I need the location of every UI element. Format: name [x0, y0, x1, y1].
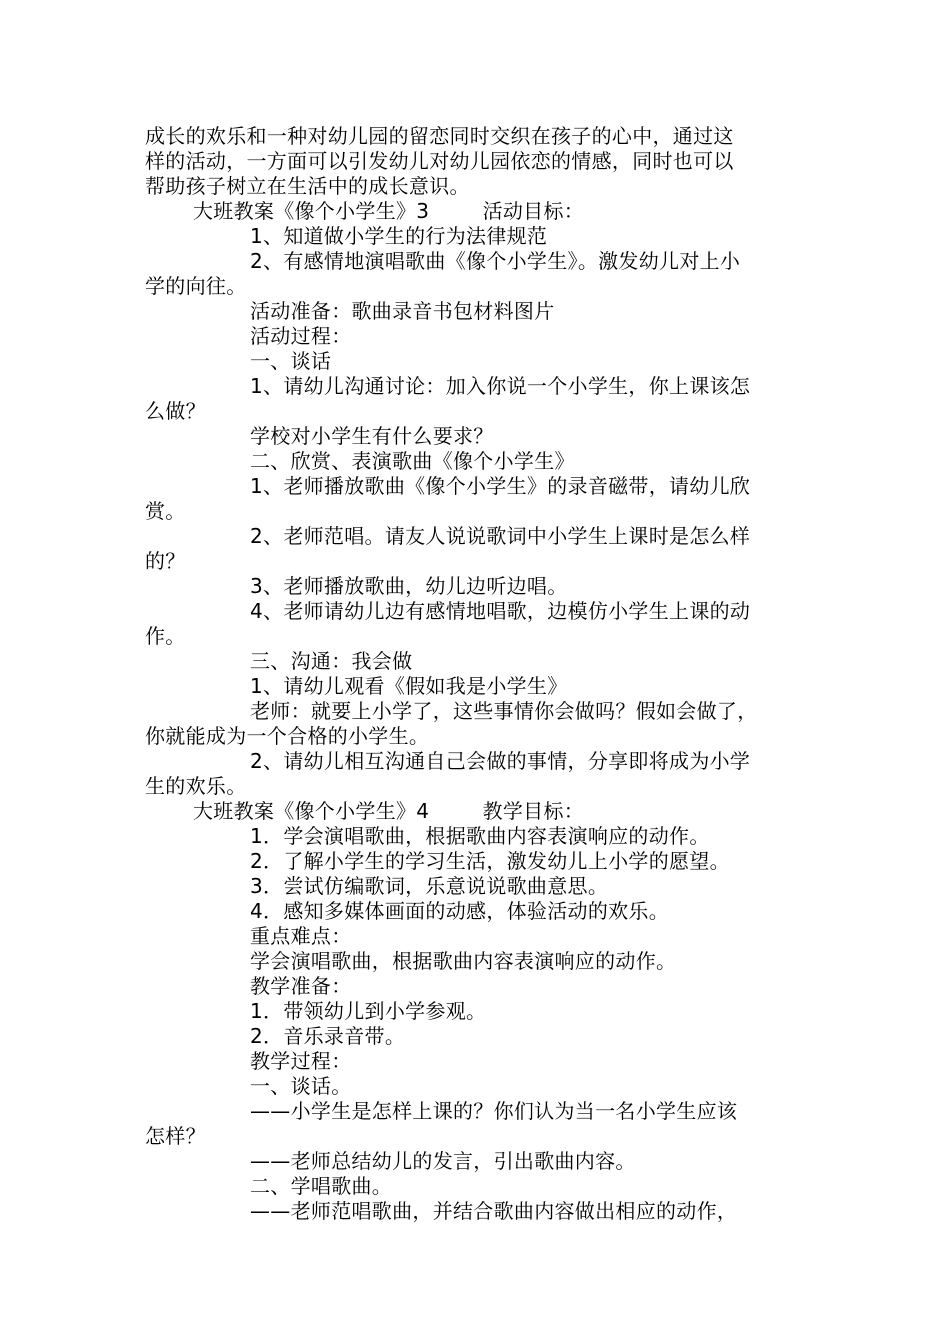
text-line: 赏。 [145, 499, 186, 523]
text-line: 的？ [145, 549, 186, 573]
text-line: 二、学唱歌曲。 [250, 1174, 393, 1198]
text-line: 3．尝试仿编歌词，乐意说说歌曲意思。 [250, 874, 609, 898]
text-line: 帮助孩子树立在生活中的成长意识。 [145, 174, 470, 198]
text-line: 成长的欢乐和一种对幼儿园的留恋同时交织在孩子的心中，通过这 [145, 124, 734, 148]
text-line: 生的欢乐。 [145, 774, 247, 798]
text-line: 学会演唱歌曲，根据歌曲内容表演响应的动作。 [250, 949, 677, 973]
text-line: 3、老师播放歌曲，幼儿边听边唱。 [250, 574, 568, 598]
section-heading: 大班教案《像个小学生》4 教学目标： [193, 799, 585, 823]
text-line: 你就能成为一个合格的小学生。 [145, 724, 430, 748]
text-line: 作。 [145, 624, 186, 648]
text-line: ——小学生是怎样上课的？你们认为当一名小学生应该 [250, 1099, 738, 1123]
text-line: 2、有感情地演唱歌曲《像个小学生》。激发幼儿对上小 [250, 249, 741, 273]
text-line: 学校对小学生有什么要求？ [250, 424, 494, 448]
text-line: 1、知道做小学生的行为法律规范 [250, 224, 548, 248]
text-line: 么做？ [145, 399, 206, 423]
text-line: 2、老师范唱。请友人说说歌词中小学生上课时是怎么样 [250, 524, 751, 548]
text-line: ——老师总结幼儿的发言，引出歌曲内容。 [250, 1149, 636, 1173]
text-line: 1、请幼儿观看《假如我是小学生》 [250, 674, 568, 698]
text-line: 活动准备：歌曲录音书包材料图片 [250, 299, 555, 323]
text-line: 三、沟通：我会做 [250, 649, 413, 673]
text-line: 怎样？ [145, 1124, 206, 1148]
text-line: 样的活动，一方面可以引发幼儿对幼儿园依恋的情感，同时也可以 [145, 149, 734, 173]
text-line: 2．了解小学生的学习生活，激发幼儿上小学的愿望。 [250, 849, 730, 873]
text-line: 4、老师请幼儿边有感情地唱歌，边模仿小学生上课的动 [250, 599, 751, 623]
text-line: 1、请幼儿沟通讨论：加入你说一个小学生，你上课该怎 [250, 374, 751, 398]
text-line: 教学过程： [250, 1049, 352, 1073]
section-heading: 大班教案《像个小学生》3 活动目标： [193, 199, 585, 223]
text-line: 2．音乐录音带。 [250, 1024, 406, 1048]
text-line: 4．感知多媒体画面的动感，体验活动的欢乐。 [250, 899, 670, 923]
text-line: 1．学会演唱歌曲，根据歌曲内容表演响应的动作。 [250, 824, 710, 848]
text-line: 2、请幼儿相互沟通自己会做的事情，分享即将成为小学 [250, 749, 751, 773]
text-line: 1．带领幼儿到小学参观。 [250, 999, 487, 1023]
text-line: 一、谈话。 [250, 1074, 352, 1098]
text-line: 1、老师播放歌曲《像个小学生》的录音磁带，请幼儿欣 [250, 474, 751, 498]
text-line: 学的向往。 [145, 274, 247, 298]
text-line: 重点难点： [250, 924, 352, 948]
text-line: 教学准备： [250, 974, 352, 998]
text-line: 一、谈话 [250, 349, 332, 373]
text-line: 老师：就要上小学了，这些事情你会做吗？假如会做了， [250, 699, 758, 723]
text-line: 二、欣赏、表演歌曲《像个小学生》 [250, 449, 575, 473]
text-line: 活动过程： [250, 324, 352, 348]
text-line: ——老师范唱歌曲，并结合歌曲内容做出相应的动作， [250, 1199, 738, 1223]
